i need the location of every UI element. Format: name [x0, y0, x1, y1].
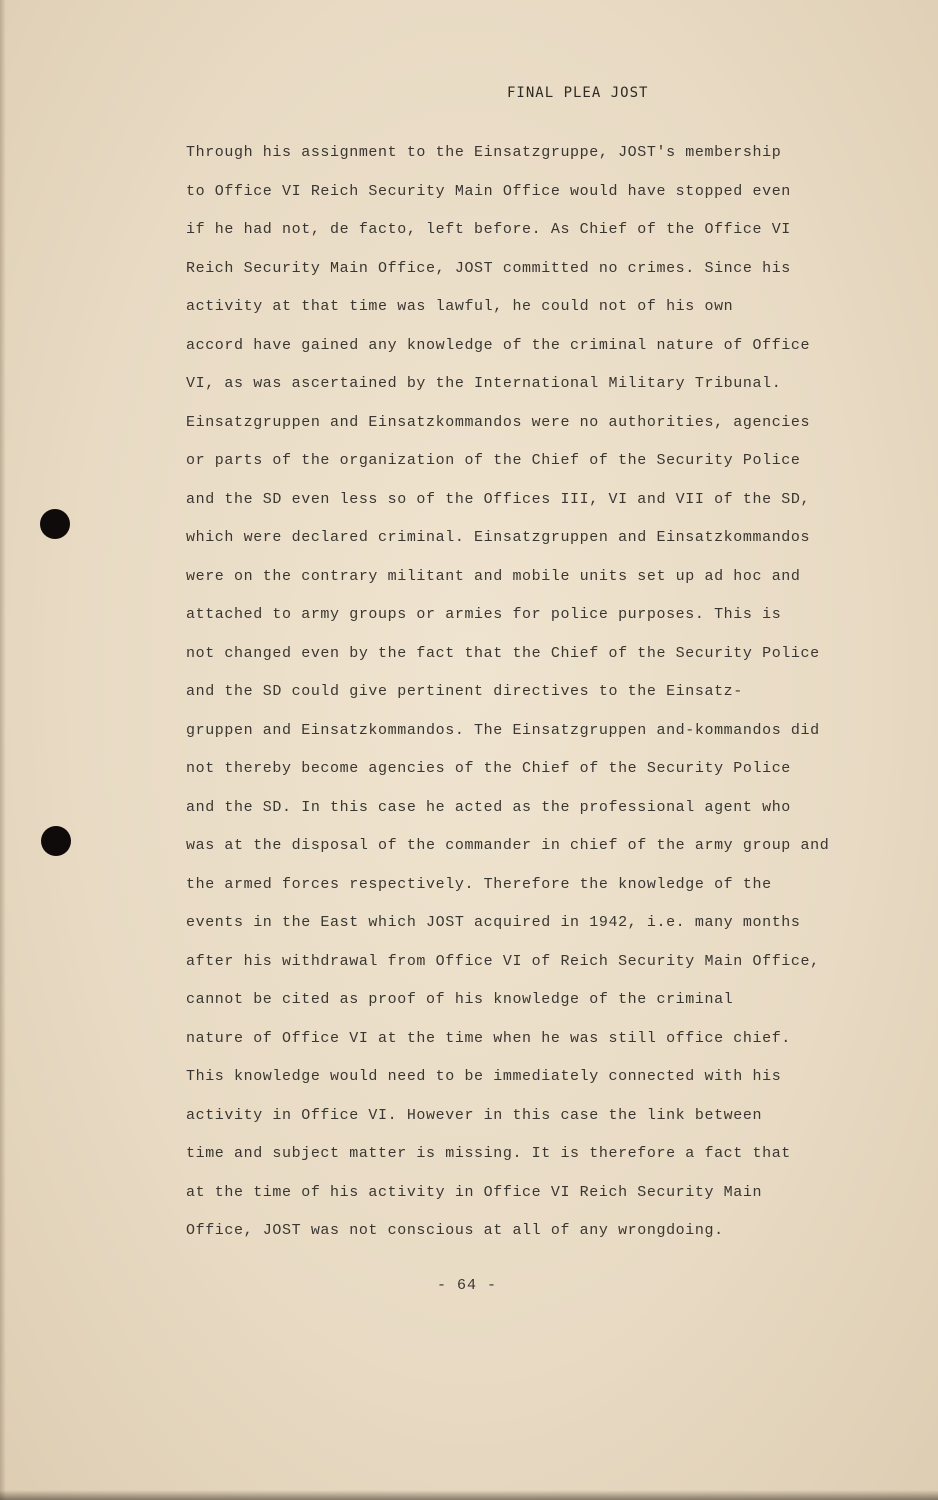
punch-hole	[40, 509, 70, 539]
text-line: Through his assignment to the Einsatzgruppe, JOST's membership	[186, 144, 782, 161]
text-line: at the time of his activity in Office VI Reich Security Main	[186, 1183, 763, 1201]
text-line: VI, as was ascertained by the International Military Tribunal.	[186, 375, 782, 392]
text-line: after his withdrawal from Office VI of Reich Security Main Office,	[186, 952, 820, 970]
text-line: and the SD could give pertinent directives to the Einsatz-	[186, 683, 743, 700]
punch-hole	[41, 826, 71, 856]
text-line: attached to army groups or armies for police purposes. This is	[186, 606, 782, 623]
text-line: activity at that time was lawful, he could not of his own	[186, 298, 734, 315]
page-edge	[0, 0, 6, 1500]
text-line: This knowledge would need to be immediately connected with his	[186, 1068, 782, 1085]
text-line: the armed forces respectively. Therefore the knowledge of the	[186, 875, 772, 893]
text-line: if he had not, de facto, left before. As Chief of the Office VI	[186, 221, 791, 238]
text-line: nature of Office VI at the time when he was still office chief.	[186, 1029, 791, 1047]
text-line: Reich Security Main Office, JOST committed no crimes. Since his	[186, 259, 791, 277]
page-bottom-edge	[0, 1490, 938, 1500]
text-line: which were declared criminal. Einsatzgruppen and Einsatzkommandos	[186, 529, 811, 546]
document-header: FINAL PLEA JOST	[507, 85, 649, 101]
text-line: to Office VI Reich Security Main Office would have stopped even	[186, 182, 791, 200]
text-line: or parts of the organization of the Chief of the Security Police	[186, 452, 801, 469]
text-line: was at the disposal of the commander in chief of the army group and	[186, 837, 830, 854]
text-line: and the SD. In this case he acted as the professional agent who	[186, 798, 791, 816]
text-line: Einsatzgruppen and Einsatzkommandos were no authorities, agencies	[186, 413, 811, 431]
text-line: time and subject matter is missing. It is therefore a fact that	[186, 1145, 791, 1162]
text-line: cannot be cited as proof of his knowledge of the criminal	[186, 991, 734, 1008]
text-line: activity in Office VI. However in this case the link between	[186, 1106, 763, 1124]
page-number: - 64 -	[437, 1277, 498, 1294]
text-line: gruppen and Einsatzkommandos. The Einsatzgruppen and-kommandos did	[186, 721, 820, 739]
body-text	[186, 134, 836, 1251]
text-line: were on the contrary militant and mobile units set up ad hoc and	[186, 567, 801, 585]
text-line: and the SD even less so of the Offices III, VI and VII of the SD,	[186, 490, 811, 508]
text-line: Office, JOST was not conscious at all of any wrongdoing.	[186, 1222, 724, 1239]
text-line: events in the East which JOST acquired in 1942, i.e. many months	[186, 914, 801, 931]
text-line: not changed even by the fact that the Chief of the Security Police	[186, 644, 820, 662]
text-line: accord have gained any knowledge of the criminal nature of Office	[186, 336, 811, 354]
text-line: not thereby become agencies of the Chief of the Security Police	[186, 760, 791, 777]
